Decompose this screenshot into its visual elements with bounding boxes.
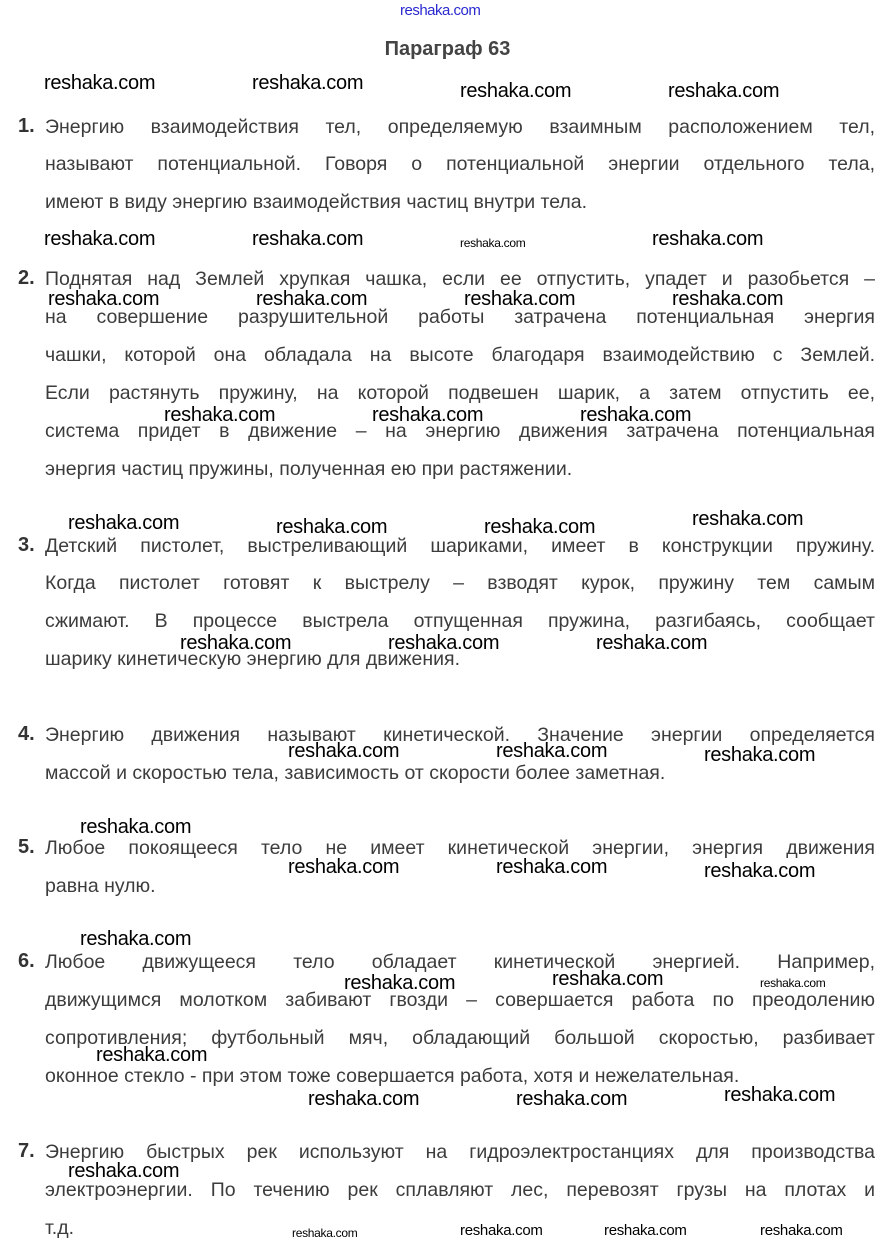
paragraph-line: шарику кинетическую энергию для движения. (45, 648, 461, 670)
item-number: 7. (18, 1140, 35, 1162)
paragraph-line: энергия частиц пружины, полученная ею при растяжении. (45, 458, 573, 480)
watermark: reshaka.com (276, 516, 388, 538)
watermark: reshaka.com (672, 288, 784, 310)
paragraph-line: имеют в виду энергию взаимодействия частиц внутри тела. (45, 191, 588, 213)
paragraph-line: Энергию взаимодействия тел, определяемую взаимным расположением тел, (45, 116, 875, 138)
watermark: reshaka.com (496, 740, 608, 762)
paragraph-line: оконное стекло - при этом тоже совершается работа, хотя и нежелательная. (45, 1065, 740, 1087)
watermark: reshaka.com (596, 632, 708, 654)
paragraph-line: Энергию движения называют кинетической. Значение энергии определяется (45, 724, 875, 746)
watermark-link[interactable]: reshaka.com (400, 2, 481, 19)
paragraph-line: сжимают. В процессе выстрела отпущенная пружина, разгибаясь, сообщает (45, 610, 875, 632)
watermark: reshaka.com (180, 632, 292, 654)
watermark: reshaka.com (164, 404, 276, 426)
watermark: reshaka.com (80, 816, 192, 838)
paragraph-line: равна нулю. (45, 875, 156, 897)
watermark: reshaka.com (80, 928, 192, 950)
paragraph-line: сопротивления; футбольный мяч, обладающий большой скоростью, разбивает (45, 1027, 875, 1049)
watermark: reshaka.com (760, 1222, 843, 1239)
watermark: reshaka.com (252, 72, 364, 94)
paragraph-line: на совершение разрушительной работы затрачена потенциальная энергия (45, 306, 875, 328)
watermark: reshaka.com (308, 1088, 420, 1110)
paragraph-line: Энергию быстрых рек используют на гидроэлектростанциях для производства (45, 1141, 875, 1163)
watermark: reshaka.com (48, 288, 160, 310)
paragraph-line: система придет в движение – на энергию движения затрачена потенциальная (45, 420, 875, 442)
item-number: 2. (18, 267, 35, 289)
watermark: reshaka.com (724, 1084, 836, 1106)
watermark: reshaka.com (44, 72, 156, 94)
watermark: reshaka.com (704, 860, 816, 882)
watermark: reshaka.com (372, 404, 484, 426)
watermark: reshaka.com (288, 740, 400, 762)
watermark: reshaka.com (292, 1226, 358, 1240)
watermark: reshaka.com (496, 856, 608, 878)
watermark: reshaka.com (692, 508, 804, 530)
watermark: reshaka.com (252, 228, 364, 250)
paragraph-line: Любое покоящееся тело не имеет кинетической энергии, энергия движения (45, 837, 875, 859)
paragraph-line: Любое движущееся тело обладает кинетической энергией. Например, (45, 951, 875, 973)
paragraph-line: Детский пистолет, выстреливающий шариками, имеет в конструкции пружину. (45, 535, 875, 557)
watermark: reshaka.com (704, 744, 816, 766)
paragraph-line: движущимся молотком забивают гвозди – совершается работа по преодолению (45, 989, 875, 1011)
watermark: reshaka.com (484, 516, 596, 538)
paragraph-line: чашки, которой она обладала на высоте благодаря взаимодействию с Землей. (45, 344, 875, 366)
watermark: reshaka.com (388, 632, 500, 654)
watermark: reshaka.com (516, 1088, 628, 1110)
watermark: reshaka.com (760, 976, 826, 990)
watermark: reshaka.com (460, 236, 526, 250)
item-number: 5. (18, 836, 35, 858)
watermark: reshaka.com (68, 1160, 180, 1182)
paragraph-line: массой и скоростью тела, зависимость от скорости более заметная. (45, 762, 666, 784)
watermark: reshaka.com (552, 968, 664, 990)
watermark: reshaka.com (68, 512, 180, 534)
watermark: reshaka.com (460, 80, 572, 102)
watermark: reshaka.com (460, 1222, 543, 1239)
item-number: 6. (18, 950, 35, 972)
watermark: reshaka.com (288, 856, 400, 878)
paragraph-line: т.д. (45, 1217, 74, 1239)
watermark: reshaka.com (44, 228, 156, 250)
paragraph-line: Когда пистолет готовят к выстрелу – взводят курок, пружину тем самым (45, 572, 875, 594)
watermark: reshaka.com (604, 1222, 687, 1239)
paragraph-line: Если растянуть пружину, на которой подвешен шарик, а затем отпустить ее, (45, 382, 875, 404)
watermark: reshaka.com (668, 80, 780, 102)
item-number: 1. (18, 115, 35, 137)
paragraph-line: называют потенциальной. Говоря о потенциальной энергии отдельного тела, (45, 153, 875, 175)
watermark: reshaka.com (464, 288, 576, 310)
watermark: reshaka.com (256, 288, 368, 310)
page-title: Параграф 63 (384, 38, 511, 60)
item-number: 4. (18, 723, 35, 745)
watermark: reshaka.com (652, 228, 764, 250)
watermark: reshaka.com (96, 1044, 208, 1066)
watermark: reshaka.com (580, 404, 692, 426)
item-number: 3. (18, 534, 35, 556)
paragraph-line: электроэнергии. По течению рек сплавляют лес, перевозят грузы на плотах и (45, 1179, 875, 1201)
watermark: reshaka.com (344, 972, 456, 994)
paragraph-line: Поднятая над Землей хрупкая чашка, если ее отпустить, упадет и разобьется – (45, 268, 875, 290)
